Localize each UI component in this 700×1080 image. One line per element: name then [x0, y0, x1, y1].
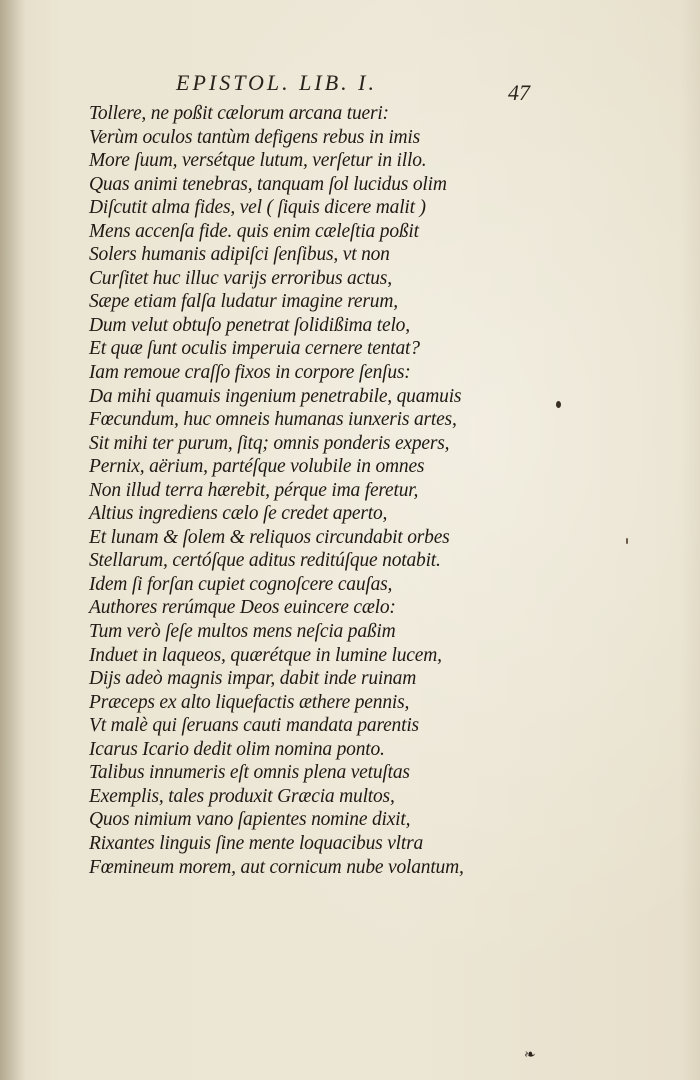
verse-line: Icarus Icario dedit olim nomina ponto.	[89, 738, 385, 760]
verse-line: Solers humanis adipiſci ſenſibus, vt non	[89, 244, 390, 266]
verse-line: Induet in laqueos, quærétque in lumine lucem,	[89, 644, 442, 666]
gutter-shadow	[0, 0, 26, 1080]
verse-line: Pernix, aërium, partéſque volubile in omnes	[89, 456, 425, 478]
verse-line: Sæpe etiam falſa ludatur imagine rerum,	[89, 291, 398, 313]
verse-line: Tum verò ſeſe multos mens neſcia paßim	[89, 621, 396, 643]
verse-line: Authores rerúmque Deos euincere cælo:	[89, 597, 396, 619]
verse-line: Curſitet huc illuc varijs erroribus actus,	[89, 267, 392, 289]
verse-line: Et lunam & ſolem & reliquos circundabit orbes	[89, 526, 450, 548]
verse-line: Dijs adeò magnis impar, dabit inde ruinam	[89, 668, 417, 690]
verse-line: Sit mihi ter purum, ſitq; omnis ponderis expers,	[89, 432, 450, 454]
ink-speck	[556, 401, 561, 408]
verse-line: Vt malè qui ſeruans cauti mandata parentis	[89, 715, 419, 737]
verse-line: Rixantes linguis ſine mente loquacibus vltra	[89, 832, 424, 854]
verse-line: Præceps ex alto liquefactis æthere pennis,	[89, 691, 410, 713]
verse-line: Et quæ ſunt oculis imperuia cernere tentat?	[89, 338, 420, 360]
verse-line: Talibus innumeris eſt omnis plena vetuſtas	[89, 762, 410, 784]
verse-line: Idem ſi forſan cupiet cognoſcere cauſas,	[89, 573, 393, 595]
verse-line: Da mihi quamuis ingenium penetrabile, quamuis	[89, 385, 462, 407]
verse-line: Quas animi tenebras, tanquam ſol lucidus olim	[89, 173, 447, 195]
verse-line: Fœmineum morem, aut cornicum nube volantum,	[89, 856, 464, 878]
verse-line: Dum velut obtuſo penetrat ſolidißima telo,	[89, 314, 410, 336]
verse-line: Diſcutit alma fides, vel ( ſiquis dicere malit )	[89, 197, 426, 219]
verse-text	[89, 102, 464, 879]
ink-speck	[626, 538, 628, 544]
verse-line: Non illud terra hærebit, pérque ima feretur,	[89, 479, 419, 501]
verse-line: Iam remoue craſſo fixos in corpore ſenſus:	[89, 362, 411, 384]
verse-line: Altius ingrediens cælo ſe credet aperto,	[89, 503, 388, 525]
verse-line: Exemplis, tales produxit Græcia multos,	[89, 785, 395, 807]
printer-mark-icon: ❧	[524, 1047, 536, 1063]
page-number: 47	[508, 80, 530, 105]
verse-line: More ſuum, versétque lutum, verſetur in illo.	[89, 150, 427, 172]
verse-line: Tollere, ne poßit cælorum arcana tueri:	[89, 103, 389, 124]
verse-line: Stellarum, certóſque aditus reditúſque notabit.	[89, 550, 441, 572]
verse-line: Quos nimium vano ſapientes nomine dixit,	[89, 809, 411, 831]
verse-line: Verùm oculos tantùm defigens rebus in imis	[89, 126, 421, 148]
verse-line: Fœcundum, huc omneis humanas iunxeris artes,	[89, 409, 457, 431]
running-head: EPISTOL. LIB. I.	[176, 70, 377, 95]
verse-line: Mens accenſa fide. quis enim cæleſtia poßit	[89, 220, 419, 242]
